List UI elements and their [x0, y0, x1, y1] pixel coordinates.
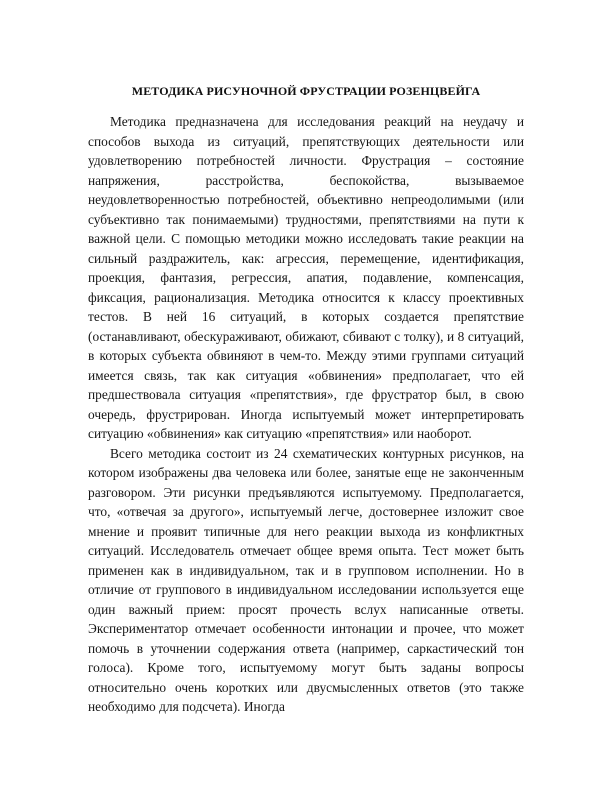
- paragraph-procedure: Всего методика состоит из 24 схематических контурных рисунков, на котором изображены два человека или более, занятые еще не законченным разговором. Эти рисунки предъявляются испытуемому. Предполагается, что, «отвечая за другого», испытуемый легче, достовернее изложит свое мнение и проявит типичные для него реакции выхода из конфликтных ситуаций. Исследователь отмечает общее время опыта. Тест может быть применен как в индивидуальном, так и в групповом исполнении. Но в отличие от группового в индивидуальном исследовании используется еще один важный прием: просят прочесть вслух написанные ответы. Экспериментатор отмечает особенности интонации и прочее, что может помочь в уточнении содержания ответа (например, саркастический тон голоса). Кроме того, испытуемому могут быть заданы вопросы относительно очень коротких или двусмысленных ответов (это также необходимо для подсчета). Иногда: [88, 445, 524, 714]
- document-title: МЕТОДИКА РИСУНОЧНОЙ ФРУСТРАЦИИ РОЗЕНЦВЕЙГА: [131, 84, 481, 98]
- paragraph-intro: Методика предназначена для исследования реакций на неудачу и способов выхода из ситуаций, препятствующих деятельности или удовлетворению потребностей личности. Фрустрация – состояние напряжения, расстройства, беспокойства, вызываемое неудовлетворенностью потребностей, объективно непреодолимыми (или субъективно так понимаемыми) трудностями, препятствиями на пути к важной цели. С помощью методики можно исследовать такие реакции на сильный раздражитель, как: агрессия, перемещение, идентификация, проекция, фантазия, регрессия, апатия, подавление, компенсация, фиксация, рационализация. Методика относится к классу проективных тестов. В ней 16 ситуаций, в которых создается препятствие (останавливают, обескураживают, обижают, сбивают с толку), и 8 ситуаций, в которых субъекта обвиняют в чем-то. Между этими группами ситуаций имеется связь, так как ситуация «обвинения» предполагает, что ей предшествовала ситуация «препятствия», где фрустратор был, в свою очередь, фрустрирован. Иногда испытуемый может интерпретировать ситуацию «обвинения» как ситуацию «препятствия» или наоборот.: [88, 114, 524, 441]
- document-body: [88, 112, 524, 717]
